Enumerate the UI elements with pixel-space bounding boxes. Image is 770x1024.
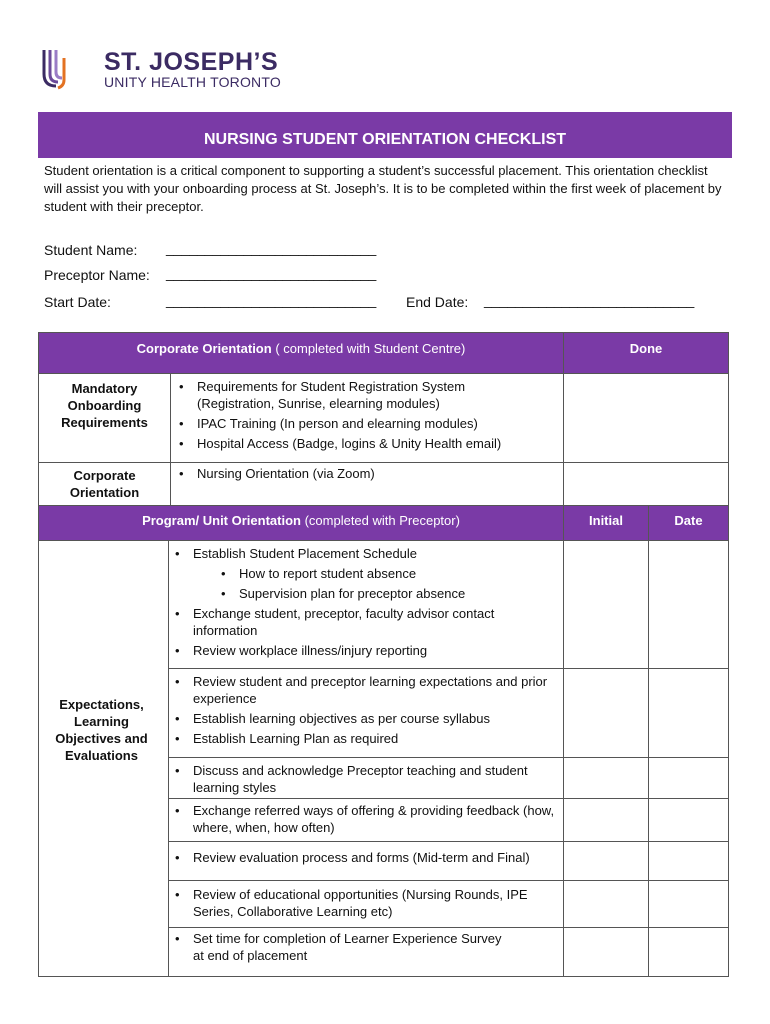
mandatory-items-cell [170, 373, 564, 463]
start-date-field[interactable]: ___________________________ [166, 292, 377, 308]
logo-title: ST. JOSEPH’S [104, 48, 279, 76]
program-row-2-list [169, 762, 557, 799]
preceptor-name-field[interactable]: ___________________________ [166, 265, 377, 281]
program-row-1-items [168, 668, 564, 758]
mandatory-done-checkbox[interactable] [563, 373, 729, 463]
end-date-label: End Date: [406, 294, 469, 310]
expectations-label-cell [38, 540, 169, 977]
program-row-3-initial[interactable] [563, 798, 649, 842]
list-item: • Review workplace illness/injury reporting [169, 642, 553, 659]
list-item: • Review of educational opportunities (Nursing Rounds, IPE Series, Collaborative Learning etc) [169, 886, 557, 920]
intro-paragraph: Student orientation is a critical component to supporting a student’s successful placement. This orientation checklist will assist you with your onboarding process at St. Joseph’s. It is to be completed within the first week of placement by student with their preceptor. [44, 163, 722, 214]
corporate-header-rest: ( completed with Student Centre) [271, 341, 466, 356]
program-row-2-date[interactable] [648, 757, 729, 799]
program-row-1-list [169, 673, 549, 750]
program-row-0-initial[interactable] [563, 540, 649, 669]
program-row-0-list [169, 545, 553, 662]
program-row-1-initial[interactable] [563, 668, 649, 758]
program-row-6-list [169, 930, 513, 967]
end-date-field[interactable]: ___________________________ [484, 292, 695, 308]
corporate-header-bold: Corporate Orientation [136, 341, 272, 356]
mandatory-label: Mandatory Onboarding Requirements [61, 381, 148, 430]
program-row-5-items [168, 880, 564, 928]
done-header-label: Done [629, 341, 663, 356]
preceptor-name-label: Preceptor Name: [44, 267, 150, 283]
program-row-0-date[interactable] [648, 540, 729, 669]
logo [40, 44, 300, 90]
initial-header-label: Initial [589, 513, 623, 528]
mandatory-label-cell [38, 373, 171, 463]
initial-header [563, 505, 649, 541]
logo-mark-icon [40, 44, 100, 90]
program-row-4-date[interactable] [648, 841, 729, 881]
list-item: • Discuss and acknowledge Preceptor teaching and student learning styles [169, 762, 557, 796]
date-header [648, 505, 729, 541]
list-item: • Nursing Orientation (via Zoom) [173, 465, 553, 482]
list-item: • Set time for completion of Learner Experience Survey at end of placement [169, 930, 513, 964]
program-row-2-items [168, 757, 564, 799]
program-row-2-initial[interactable] [563, 757, 649, 799]
student-name-label: Student Name: [44, 242, 138, 258]
list-item: • Requirements for Student Registration System (Registration, Sunrise, elearning modules) [173, 378, 533, 412]
list-item: • Exchange referred ways of offering & providing feedback (how, where, when, how often) [169, 802, 557, 836]
program-header [38, 505, 564, 541]
page-title: NURSING STUDENT ORIENTATION CHECKLIST [203, 131, 567, 148]
program-row-4-initial[interactable] [563, 841, 649, 881]
list-item: • Review student and preceptor learning expectations and prior experience [169, 673, 549, 707]
list-item: • Review evaluation process and forms (Mid-term and Final) [169, 849, 561, 866]
logo-subtitle: UNITY HEALTH TORONTO [104, 74, 281, 90]
list-item: • Supervision plan for preceptor absence [169, 585, 553, 602]
program-row-6-date[interactable] [648, 927, 729, 977]
program-row-6-initial[interactable] [563, 927, 649, 977]
page-title-banner [38, 112, 732, 158]
corporate-orientation-label: Corporate Orientation [69, 468, 140, 500]
date-header-label: Date [674, 513, 703, 528]
program-row-4-list [169, 849, 561, 869]
list-item: • Establish Student Placement Schedule [169, 545, 553, 562]
list-item: • Exchange student, preceptor, faculty advisor contact information [169, 605, 553, 639]
program-row-5-initial[interactable] [563, 880, 649, 928]
corporate-orientation-items-cell [170, 462, 564, 506]
list-item: • Hospital Access (Badge, logins & Unity Health email) [173, 435, 533, 452]
program-header-rest: (completed with Preceptor) [300, 513, 460, 528]
corporate-orientation-done-checkbox[interactable] [563, 462, 729, 506]
program-row-5-date[interactable] [648, 880, 729, 928]
program-row-6-items [168, 927, 564, 977]
program-row-1-date[interactable] [648, 668, 729, 758]
list-item: • Establish learning objectives as per course syllabus [169, 710, 549, 727]
mandatory-list [173, 378, 533, 455]
program-row-3-date[interactable] [648, 798, 729, 842]
program-row-0-items [168, 540, 564, 669]
expectations-label: Expectations, Learning Objectives and Evaluations [55, 697, 148, 763]
list-item: • How to report student absence [169, 565, 553, 582]
start-date-label: Start Date: [44, 294, 111, 310]
list-item: • IPAC Training (In person and elearning modules) [173, 415, 533, 432]
corporate-orientation-list [173, 465, 553, 485]
list-item: • Establish Learning Plan as required [169, 730, 549, 747]
program-row-3-items [168, 798, 564, 842]
program-row-5-list [169, 886, 557, 923]
program-row-3-list [169, 802, 557, 839]
done-header [563, 332, 729, 374]
corporate-orientation-label-cell [38, 462, 171, 506]
program-header-bold: Program/ Unit Orientation [142, 513, 301, 528]
program-row-4-items [168, 841, 564, 881]
corporate-header [38, 332, 564, 374]
student-name-field[interactable]: ___________________________ [166, 240, 377, 256]
